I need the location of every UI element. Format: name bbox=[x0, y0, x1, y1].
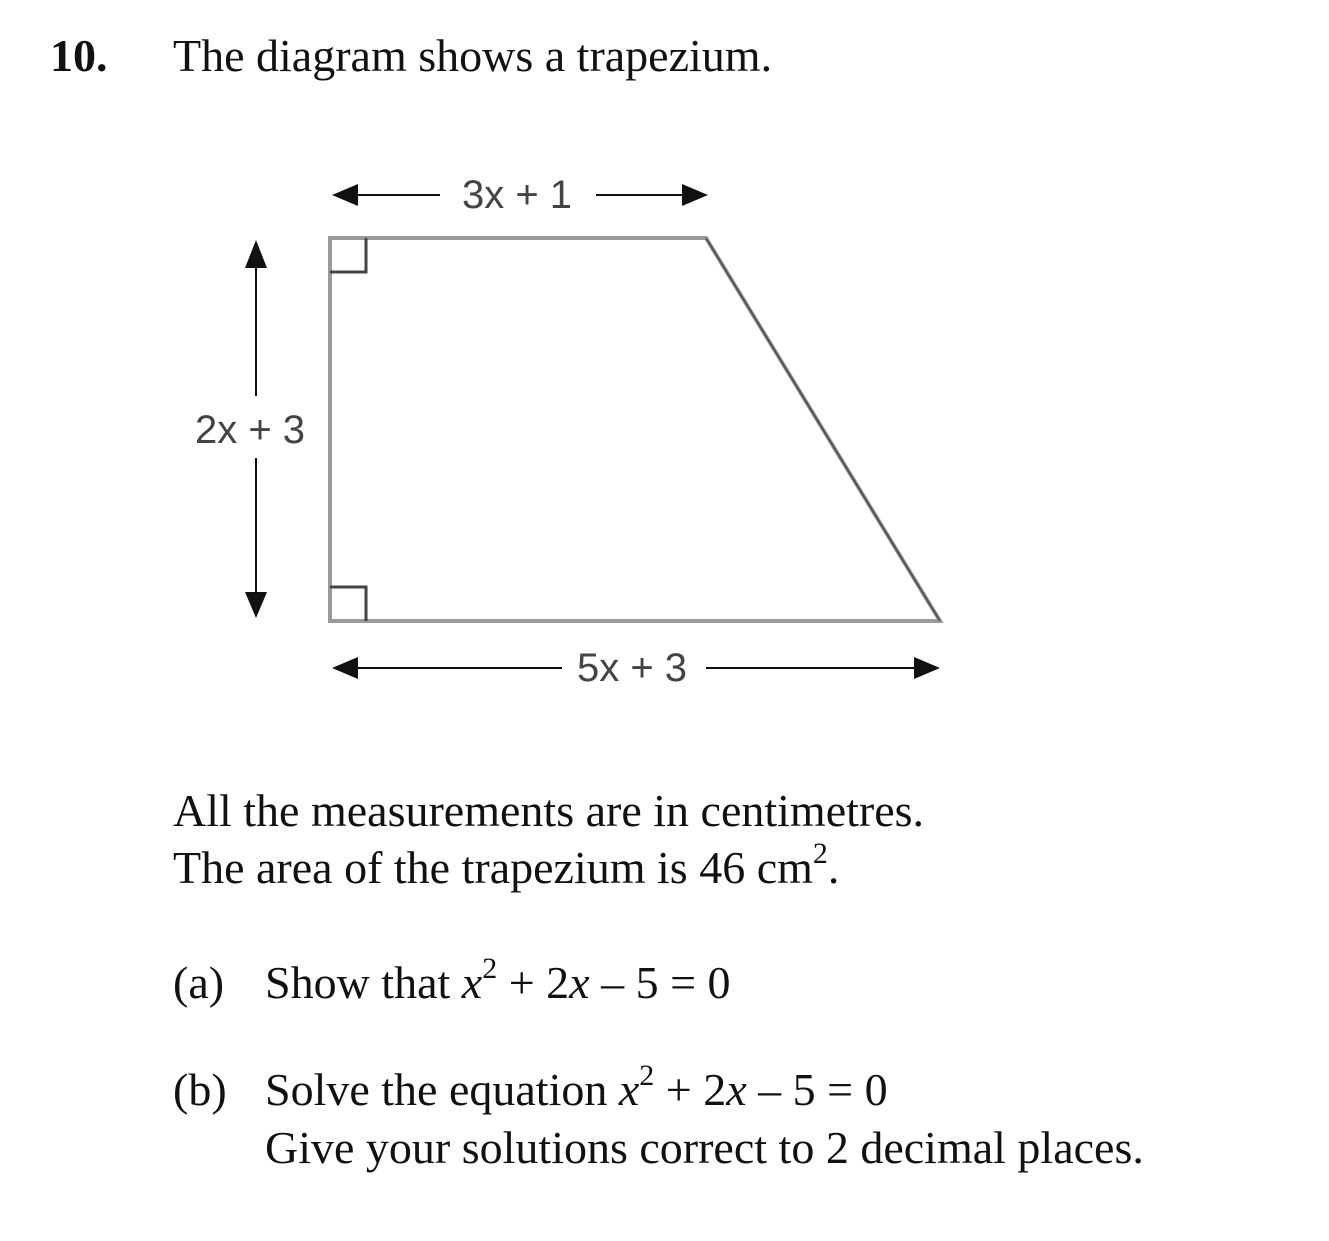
left-dimension-label: 2x + 3 bbox=[194, 408, 306, 452]
info-area-period: . bbox=[827, 842, 840, 893]
part-b-label: (b) bbox=[173, 1064, 227, 1115]
part-a-exponent: 2 bbox=[482, 951, 498, 985]
part-a-prefix: Show that bbox=[265, 957, 462, 1008]
right-angle-marker-top bbox=[330, 238, 366, 272]
part-b-var2: x bbox=[726, 1064, 747, 1115]
trapezium-slant-edge bbox=[706, 238, 940, 621]
trapezium-shape bbox=[330, 238, 940, 621]
part-a-text bbox=[265, 951, 731, 1011]
part-b-instruction: Give your solutions correct to 2 decimal places. bbox=[265, 1122, 1144, 1173]
part-a-suffix: – 5 = 0 bbox=[589, 957, 731, 1008]
part-b-var: x bbox=[618, 1064, 640, 1115]
part-b-exponent: 2 bbox=[639, 1058, 655, 1092]
part-b-suffix: – 5 = 0 bbox=[746, 1064, 888, 1115]
info-measurements: All the measurements are in centimetres. bbox=[173, 785, 925, 836]
info-area-text: The area of the trapezium is 46 cm bbox=[173, 842, 813, 893]
part-a-var: x bbox=[461, 957, 483, 1008]
part-b-mid: + 2 bbox=[654, 1064, 727, 1115]
info-area-exponent: 2 bbox=[812, 836, 828, 870]
part-a-label: (a) bbox=[173, 957, 225, 1008]
question-stem: The diagram shows a trapezium. bbox=[173, 30, 773, 81]
part-a-var2: x bbox=[569, 957, 590, 1008]
part-a-mid: + 2 bbox=[497, 957, 570, 1008]
bottom-dimension-label: 5x + 3 bbox=[576, 646, 688, 690]
part-a bbox=[173, 951, 731, 1011]
question-number: 10. bbox=[50, 30, 108, 81]
part-b-prefix: Solve the equation bbox=[265, 1064, 619, 1115]
info-area bbox=[173, 836, 840, 896]
right-angle-marker-bottom bbox=[330, 587, 366, 621]
top-dimension-label: 3x + 1 bbox=[461, 173, 573, 217]
part-b-text bbox=[265, 1058, 888, 1118]
part-b bbox=[173, 1058, 888, 1118]
